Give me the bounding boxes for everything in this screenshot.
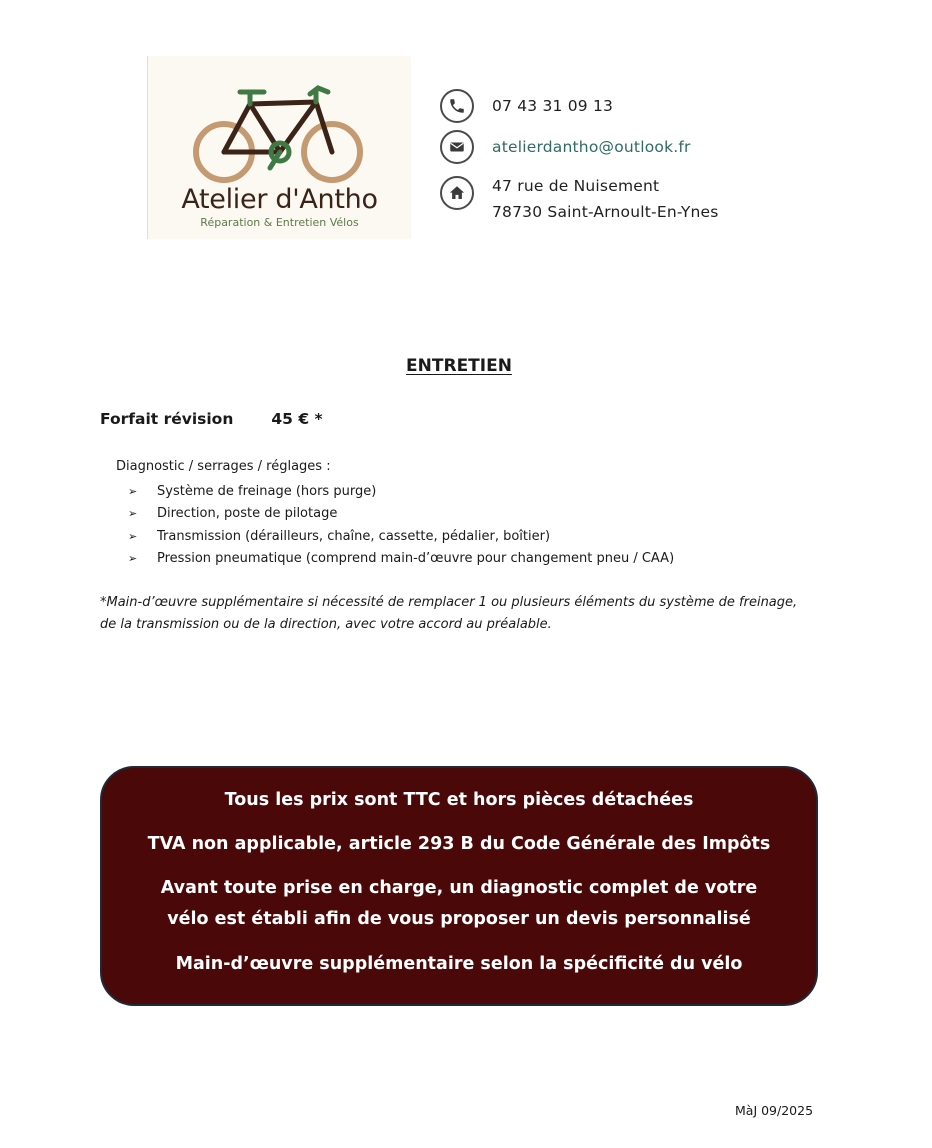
- update-date: MàJ 09/2025: [735, 1103, 814, 1118]
- diagnostic-intro: Diagnostic / serrages / réglages :: [116, 459, 331, 474]
- mail-icon: [440, 130, 474, 164]
- list-item-label: Transmission (dérailleurs, chaîne, cassette, pédalier, boîtier): [157, 528, 551, 544]
- info-box: [100, 766, 818, 1006]
- bicycle-logo-icon: [190, 84, 370, 184]
- contact-email: [440, 130, 691, 164]
- home-icon: [440, 176, 474, 210]
- arrow-bullet-icon: ➢: [128, 484, 138, 498]
- contact-phone: [440, 89, 613, 123]
- contact-address: [440, 176, 719, 225]
- arrow-bullet-icon: ➢: [128, 507, 138, 521]
- service-list: [128, 480, 674, 570]
- footnote: *Main-d’œuvre supplémentaire si nécessité de remplacer 1 ou plusieurs éléments du système de freinage, de la transmission ou de la direction, avec votre accord au préalable.: [100, 595, 798, 632]
- package-price: 45 € *: [271, 410, 323, 428]
- list-item: [128, 503, 674, 526]
- email-link[interactable]: atelierdantho@outlook.fr: [492, 138, 691, 156]
- phone-icon: [440, 89, 474, 123]
- logo-name: Atelier d'Antho: [181, 184, 378, 215]
- logo: [147, 56, 411, 239]
- info-line-diagnostic: Avant toute prise en charge, un diagnostic complet de votre vélo est établi afin de vous proposer un devis personnalisé: [160, 878, 758, 929]
- info-line-labour: Main-d’œuvre supplémentaire selon la spécificité du vélo: [175, 954, 743, 974]
- logo-tagline: Réparation & Entretien Vélos: [200, 216, 359, 229]
- section-title: ENTRETIEN: [406, 356, 512, 376]
- phone-number[interactable]: 07 43 31 09 13: [492, 97, 614, 115]
- address: [492, 173, 719, 225]
- list-item: [128, 548, 674, 571]
- address-line2: 78730 Saint-Arnoult-En-Ynes: [492, 203, 719, 221]
- list-item: [128, 480, 674, 503]
- package-name: Forfait révision: [100, 410, 234, 428]
- arrow-bullet-icon: ➢: [128, 529, 138, 543]
- list-item-label: Pression pneumatique (comprend main-d’œuvre pour changement pneu / CAA): [157, 551, 675, 567]
- arrow-bullet-icon: ➢: [128, 552, 138, 566]
- list-item-label: Système de freinage (hors purge): [157, 483, 377, 499]
- info-line-prices: Tous les prix sont TTC et hors pièces détachées: [224, 790, 694, 810]
- list-item: [128, 525, 674, 548]
- list-item-label: Direction, poste de pilotage: [157, 506, 338, 522]
- package-line: [100, 410, 323, 428]
- info-line-tva: TVA non applicable, article 293 B du Code Générale des Impôts: [147, 834, 771, 854]
- address-line1: 47 rue de Nuisement: [492, 177, 660, 195]
